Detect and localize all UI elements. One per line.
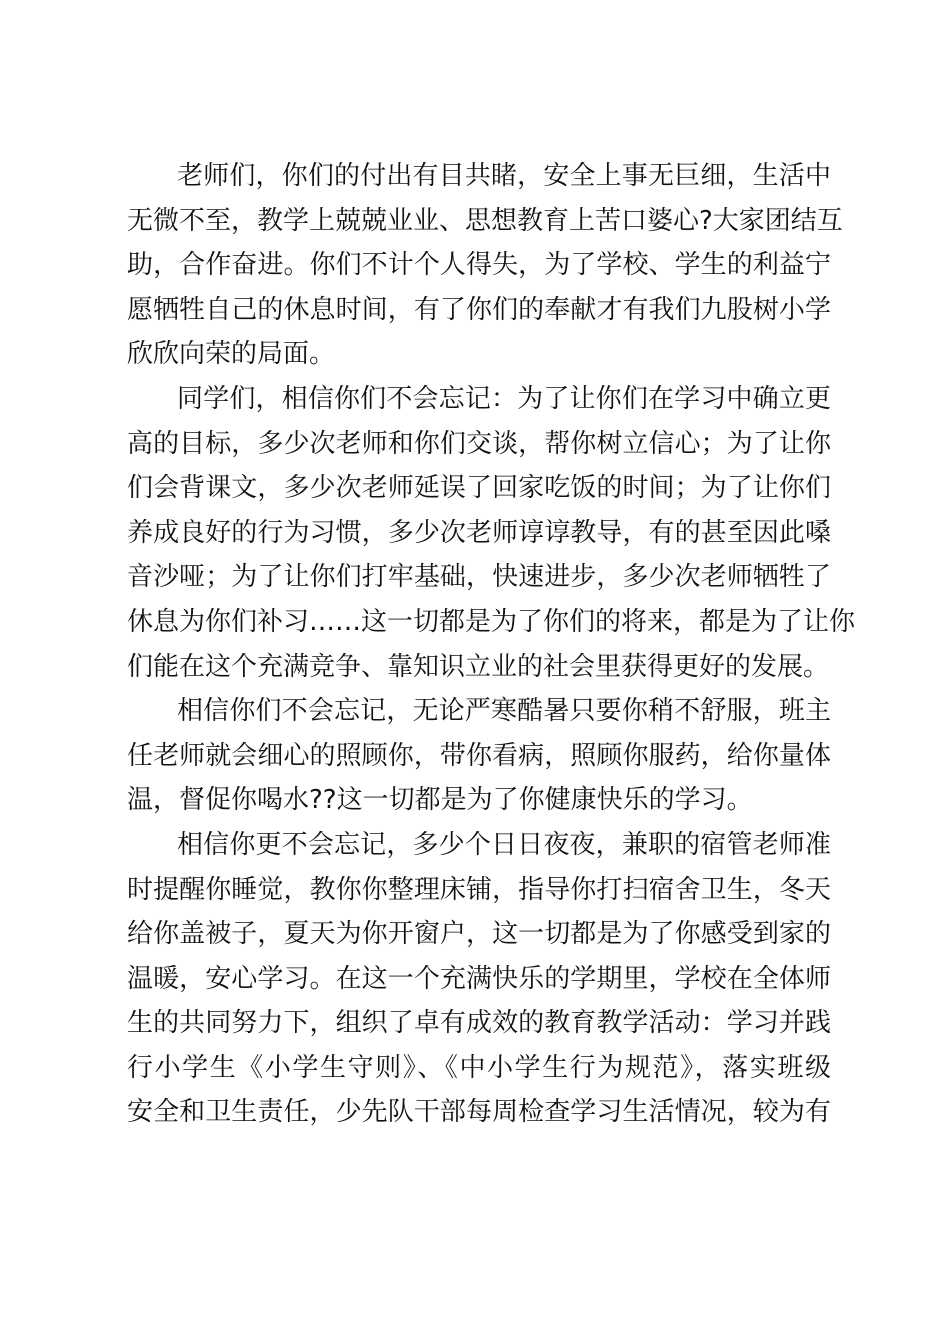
text-line: 高的目标，多少次老师和你们交谈，帮你树立信心；为了让你 xyxy=(127,428,831,459)
text-line: 安全和卫生责任，少先队干部每周检查学习生活情况，较为有 xyxy=(127,1097,831,1128)
text-line: 们会背课文，多少次老师延误了回家吃饭的时间；为了让你们 xyxy=(127,473,831,504)
text-line: 温，督促你喝水??这一切都是为了你健康快乐的学习。 xyxy=(127,785,753,816)
text-line: 助，合作奋进。你们不计个人得失，为了学校、学生的利益宁 xyxy=(127,250,831,281)
text-line: 任老师就会细心的照顾你，带你看病，照顾你服药，给你量体 xyxy=(127,740,831,771)
text-line: 相信你更不会忘记，多少个日日夜夜，兼职的宿管老师准 xyxy=(177,829,831,860)
paragraph-teachers xyxy=(127,154,843,377)
text-line: 时提醒你睡觉，教你你整理床铺，指导你打扫宿舍卫生，冬天 xyxy=(127,874,831,905)
text-line: 无微不至，教学上兢兢业业、思想教育上苦口婆心?大家团结互 xyxy=(127,205,843,236)
text-line: 愿牺牲自己的休息时间，有了你们的奉献才有我们九股树小学 xyxy=(127,294,831,325)
text-line: 给你盖被子，夏天为你开窗户，这一切都是为了你感受到家的 xyxy=(127,919,831,950)
paragraph-dorm-teachers xyxy=(127,823,831,1135)
text-line: 生的共同努力下，组织了卓有成效的教育教学活动：学习并践 xyxy=(127,1008,831,1039)
text-line: 欣欣向荣的局面。 xyxy=(127,339,336,370)
document-body xyxy=(127,154,856,1135)
text-line: 养成良好的行为习惯，多少次老师谆谆教导，有的甚至因此嗓 xyxy=(127,517,831,548)
text-line: 音沙哑；为了让你们打牢基础，快速进步，多少次老师牺牲了 xyxy=(127,562,831,593)
text-line: 们能在这个充满竞争、靠知识立业的社会里获得更好的发展。 xyxy=(127,651,830,682)
paragraph-students xyxy=(127,377,856,689)
text-line: 相信你们不会忘记，无论严寒酷暑只要你稍不舒服，班主 xyxy=(177,696,831,727)
text-line: 行小学生《小学生守则》、《中小学生行为规范》，落实班级 xyxy=(127,1052,831,1083)
text-line: 老师们，你们的付出有目共睹，安全上事无巨细，生活中 xyxy=(177,161,831,191)
text-line: 同学们，相信你们不会忘记：为了让你们在学习中确立更 xyxy=(177,383,831,414)
text-line: 温暖，安心学习。在这一个充满快乐的学期里，学校在全体师 xyxy=(127,963,831,994)
paragraph-class-teachers xyxy=(127,689,831,823)
text-line: 休息为你们补习……这一切都是为了你们的将来，都是为了让你 xyxy=(127,606,856,637)
